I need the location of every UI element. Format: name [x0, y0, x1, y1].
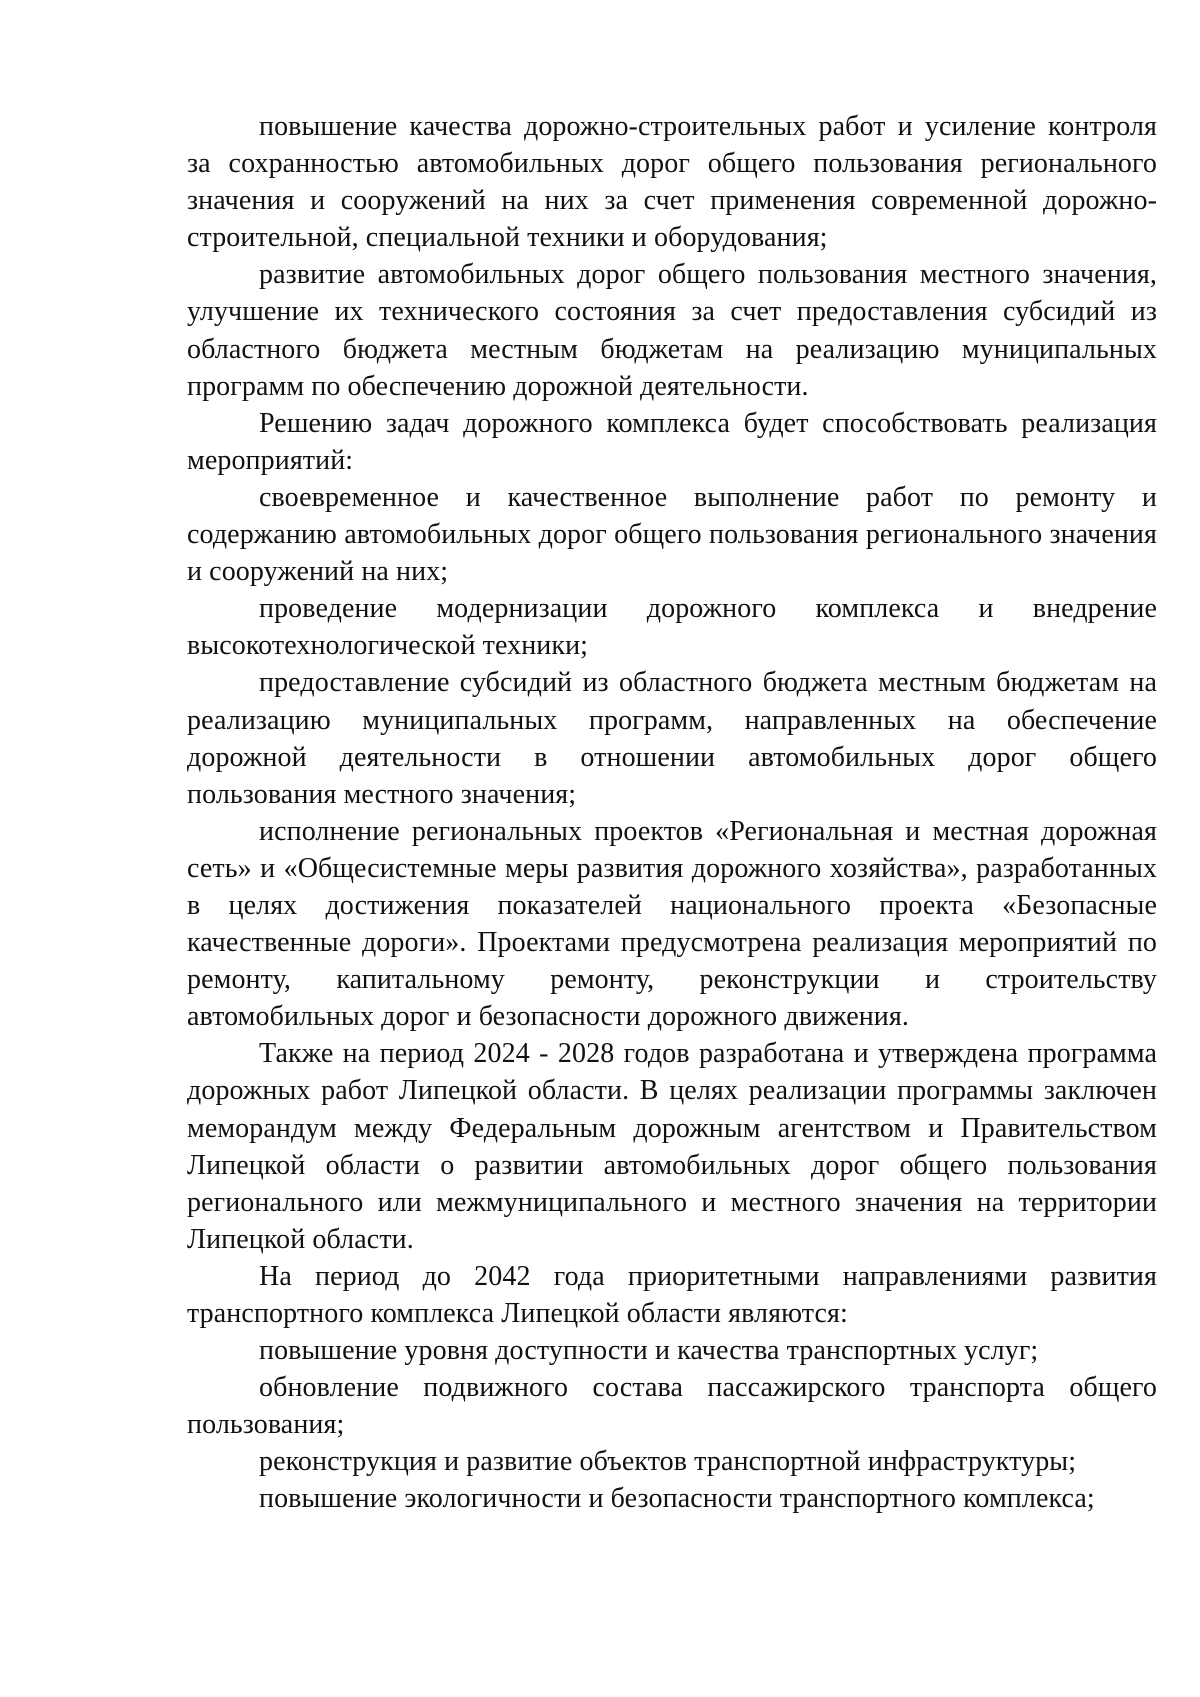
paragraph-12: реконструкция и развитие объектов транспортной инфраструктуры;	[259, 1446, 1077, 1478]
paragraph-8: Также на период 2024 - 2028 годов разработана и утверждена программа дорожных работ Липецкой области. В целях реализации программы заключен меморандум между Федеральным дорожным агентством и Правительством Липецкой области о развитии автомобильных дорог общего пользования регионального или межмуниципального и местного значения на территории Липецкой области.	[187, 1038, 1157, 1255]
paragraph-13: повышение экологичности и безопасности транспортного комплекса;	[259, 1483, 1095, 1515]
body-text	[187, 108, 1157, 1518]
paragraph-9: На период до 2042 года приоритетными направлениями развития транспортного комплекса Липецкой области являются:	[187, 1260, 1157, 1329]
paragraph-7: исполнение региональных проектов «Региональная и местная дорожная сеть» и «Общесистемные меры развития дорожного хозяйства», разработанных в целях достижения показателей национального проекта «Безопасные качественные дороги». Проектами предусмотрена реализация мероприятий по ремонту, капитальному ремонту, реконструкции и строительству автомобильных дорог и безопасности дорожного движения.	[187, 815, 1157, 1033]
paragraph-11: обновление подвижного состава пассажирского транспорта общего пользования;	[187, 1372, 1157, 1441]
paragraph-3: Решению задач дорожного комплекса будет способствовать реализация мероприятий:	[187, 407, 1157, 476]
paragraph-10: повышение уровня доступности и качества транспортных услуг;	[259, 1335, 1039, 1367]
paragraph-4: своевременное и качественное выполнение работ по ремонту и содержанию автомобильных дорог общего пользования регионального значения и сооружений на них;	[187, 481, 1157, 588]
paragraph-2: развитие автомобильных дорог общего пользования местного значения, улучшение их технического состояния за счет предоставления субсидий из областного бюджета местным бюджетам на реализацию муниципальных программ по обеспечению дорожной деятельности.	[187, 259, 1157, 402]
paragraph-5: проведение модернизации дорожного комплекса и внедрение высокотехнологической техники;	[187, 593, 1157, 662]
paragraph-1: повышение качества дорожно-строительных работ и усиление контроля за сохранностью автомобильных дорог общего пользования регионального значения и сооружений на них за счет применения современной дорожно-строительной, специальной техники и оборудования;	[187, 111, 1157, 254]
paragraph-6: предоставление субсидий из областного бюджета местным бюджетам на реализацию муниципальных программ, направленных на обеспечение дорожной деятельности в отношении автомобильных дорог общего пользования местного значения;	[187, 667, 1157, 810]
